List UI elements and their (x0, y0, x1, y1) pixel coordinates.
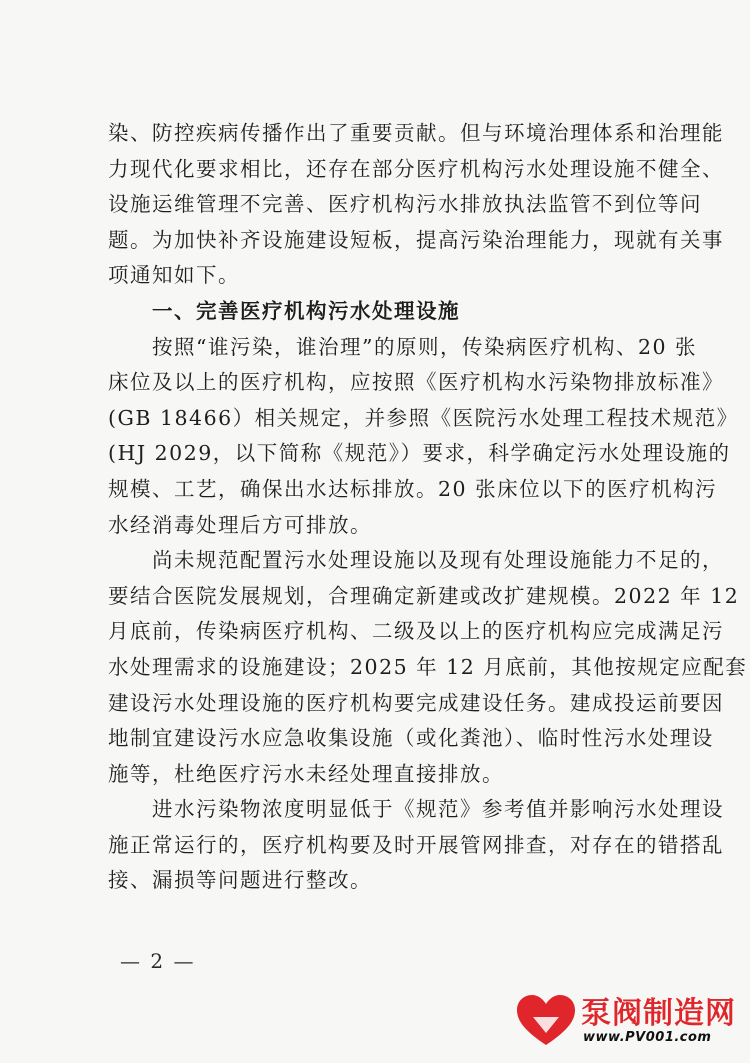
section-heading: 一、完善医疗机构污水处理设施 (108, 298, 460, 323)
watermark-url: www.PV001.com (583, 1029, 712, 1045)
watermark-name: 泵阀制造网 (581, 995, 736, 1031)
text-line: (HJ 2029，以下简称《规范》）要求，科学确定污水处理设施的 (108, 441, 731, 466)
heart-logo-icon (515, 993, 577, 1049)
text-line: 水经消毒处理后方可排放。 (108, 512, 372, 537)
text-line: 施等，杜绝医疗污水未经处理直接排放。 (108, 761, 504, 786)
text-line: 尚未规范配置污水处理设施以及现有处理设施能力不足的， (108, 548, 724, 573)
text-line: 题。为加快补齐设施建设短板，提高污染治理能力，现就有关事 (108, 227, 724, 252)
text-line: 力现代化要求相比，还存在部分医疗机构污水处理设施不健全、 (108, 156, 724, 181)
text-line: 水处理需求的设施建设；2025 年 12 月底前，其他按规定应配套 (108, 654, 748, 679)
text-line: 染、防控疾病传播作出了重要贡献。但与环境治理体系和治理能 (108, 121, 724, 145)
text-line: 进水污染物浓度明显低于《规范》参考值并影响污水处理设 (108, 797, 724, 822)
text-line: 按照“谁污染，谁治理”的原则，传染病医疗机构、20 张 (108, 334, 698, 359)
text-line: 接、漏损等问题进行整改。 (108, 868, 372, 893)
text-line: (GB 18466）相关规定，并参照《医院污水处理工程技术规范》 (108, 405, 739, 430)
text-line: 要结合医院发展规划，合理确定新建或改扩建规模。2022 年 12 (108, 583, 740, 608)
text-line: 规模、工艺，确保出水达标排放。20 张床位以下的医疗机构污 (108, 476, 718, 501)
text-line: 月底前，传染病医疗机构、二级及以上的医疗机构应完成满足污 (108, 619, 724, 644)
page-number: — 2 — (120, 949, 196, 973)
text-line: 设施运维管理不完善、医疗机构污水排放执法监管不到位等问 (108, 192, 702, 217)
text-line: 地制宜建设污水应急收集设施（或化粪池）、临时性污水处理设 (108, 726, 714, 751)
document-body (108, 116, 748, 899)
text-line: 建设污水处理设施的医疗机构要完成建设任务。建成投运前要因 (108, 690, 724, 715)
watermark (515, 993, 736, 1049)
text-line: 施正常运行的，医疗机构要及时开展管网排查，对存在的错搭乱 (108, 832, 724, 857)
text-line: 项通知如下。 (108, 263, 240, 288)
text-line: 床位及以上的医疗机构，应按照《医疗机构水污染物排放标准》 (108, 370, 724, 395)
